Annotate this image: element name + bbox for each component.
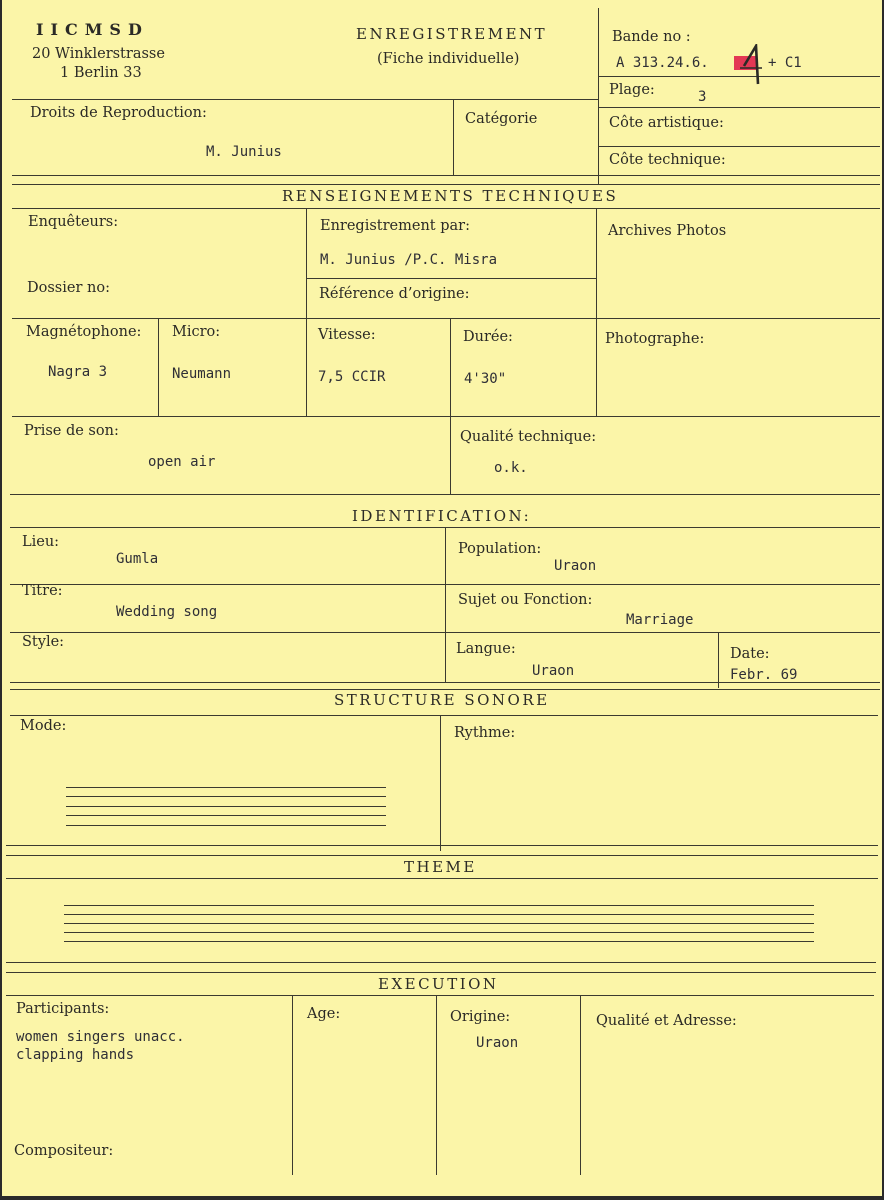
compositeur-label: Compositeur: (14, 1143, 114, 1159)
form-title: ENREGISTREMENT (356, 25, 548, 43)
record-card (2, 0, 882, 1196)
bande-value: A 313.24.6. (616, 55, 709, 71)
staff-line (64, 905, 814, 906)
prise-value: open air (148, 454, 216, 470)
population-label: Population: (458, 541, 542, 557)
staff-line (66, 796, 386, 797)
enqueteurs-label: Enquêteurs: (28, 214, 119, 230)
section-title-structure: STRUCTURE SONORE (334, 691, 550, 709)
langue-label: Langue: (456, 641, 516, 657)
magnetophone-label: Magnétophone: (26, 324, 142, 340)
qualite-label: Qualité technique: (460, 429, 597, 445)
duree-value: 4'30" (464, 371, 507, 387)
staff-line (64, 923, 814, 924)
rule (6, 878, 878, 879)
staff-line (64, 941, 814, 942)
titre-value: Wedding song (116, 604, 218, 620)
micro-value: Neumann (172, 366, 232, 382)
origine-label: Origine: (450, 1009, 511, 1025)
qualite-value: o.k. (494, 460, 528, 476)
rule (12, 416, 880, 417)
qualite-adresse-label: Qualité et Adresse: (596, 1013, 737, 1029)
rule (6, 962, 876, 963)
vitesse-value: 7,5 CCIR (318, 369, 386, 385)
section-title-theme: THEME (404, 858, 477, 876)
staff-line (64, 914, 814, 915)
staff-line (64, 932, 814, 933)
rule (12, 99, 598, 100)
categorie-label: Catégorie (465, 111, 538, 127)
institute-logo: IICMSD (36, 20, 149, 39)
section-title-execution: EXECUTION (378, 975, 499, 993)
lieu-value: Gumla (116, 551, 159, 567)
enregistrement-par-label: Enregistrement par: (320, 218, 470, 234)
photographe-label: Photographe: (605, 331, 705, 347)
date-label: Date: (730, 646, 770, 662)
sujet-value: Marriage (626, 612, 694, 628)
rule (306, 278, 596, 279)
rule (158, 318, 159, 416)
rule (436, 995, 437, 1175)
rule (12, 318, 880, 319)
rule (718, 632, 719, 688)
reference-label: Référence d’origine: (319, 286, 470, 302)
rule (598, 107, 880, 108)
age-label: Age: (307, 1006, 341, 1022)
rule (6, 972, 876, 973)
rule (6, 995, 874, 996)
archives-label: Archives Photos (608, 223, 727, 239)
rule (10, 715, 878, 716)
rule (6, 855, 878, 856)
rule (596, 208, 597, 416)
staff-line (66, 825, 386, 826)
droits-value: M. Junius (206, 144, 282, 160)
rule (292, 995, 293, 1175)
rule (10, 494, 880, 495)
date-value: Febr. 69 (730, 667, 798, 683)
rule (453, 99, 454, 176)
vitesse-label: Vitesse: (318, 327, 376, 343)
rule (10, 689, 880, 690)
rule (580, 995, 581, 1175)
langue-value: Uraon (532, 663, 575, 679)
address-street: 20 Winklerstrasse (32, 46, 165, 62)
plage-label: Plage: (609, 82, 655, 98)
rule (440, 715, 441, 851)
participants-value: women singers unacc. clapping hands (16, 1029, 185, 1063)
bande-label: Bande no : (612, 29, 691, 45)
rule (306, 208, 307, 416)
style-label: Style: (22, 634, 65, 650)
enregistrement-par-value: M. Junius /P.C. Misra (320, 252, 498, 268)
rythme-label: Rythme: (454, 725, 516, 741)
cote-technique-label: Côte technique: (609, 152, 726, 168)
address-city: 1 Berlin 33 (60, 65, 142, 81)
titre-label: Titre: (22, 583, 63, 599)
cote-artistique-label: Côte artistique: (609, 115, 724, 131)
duree-label: Durée: (463, 329, 513, 345)
micro-label: Micro: (172, 324, 221, 340)
dossier-label: Dossier no: (27, 280, 110, 296)
prise-label: Prise de son: (24, 423, 119, 439)
magnetophone-value: Nagra 3 (48, 364, 108, 380)
droits-label: Droits de Reproduction: (30, 105, 207, 121)
rule (445, 527, 446, 682)
rule (12, 175, 880, 176)
rule (598, 8, 599, 184)
mode-label: Mode: (20, 718, 67, 734)
section-title-identification: IDENTIFICATION: (352, 507, 532, 525)
staff-line (66, 806, 386, 807)
plage-value: 3 (698, 89, 707, 105)
rule (450, 318, 451, 494)
form-subtitle: (Fiche individuelle) (377, 51, 520, 67)
rule (598, 146, 880, 147)
rule (12, 184, 880, 185)
staff-line (66, 787, 386, 788)
sujet-label: Sujet ou Fonction: (458, 592, 593, 608)
bande-suffix: + C1 (768, 55, 802, 71)
population-value: Uraon (554, 558, 597, 574)
rule (12, 208, 880, 209)
section-title-technical: RENSEIGNEMENTS TECHNIQUES (282, 187, 619, 205)
origine-value: Uraon (476, 1035, 519, 1051)
staff-line (66, 815, 386, 816)
participants-label: Participants: (16, 1001, 110, 1017)
lieu-label: Lieu: (22, 534, 60, 550)
rule (6, 845, 878, 846)
